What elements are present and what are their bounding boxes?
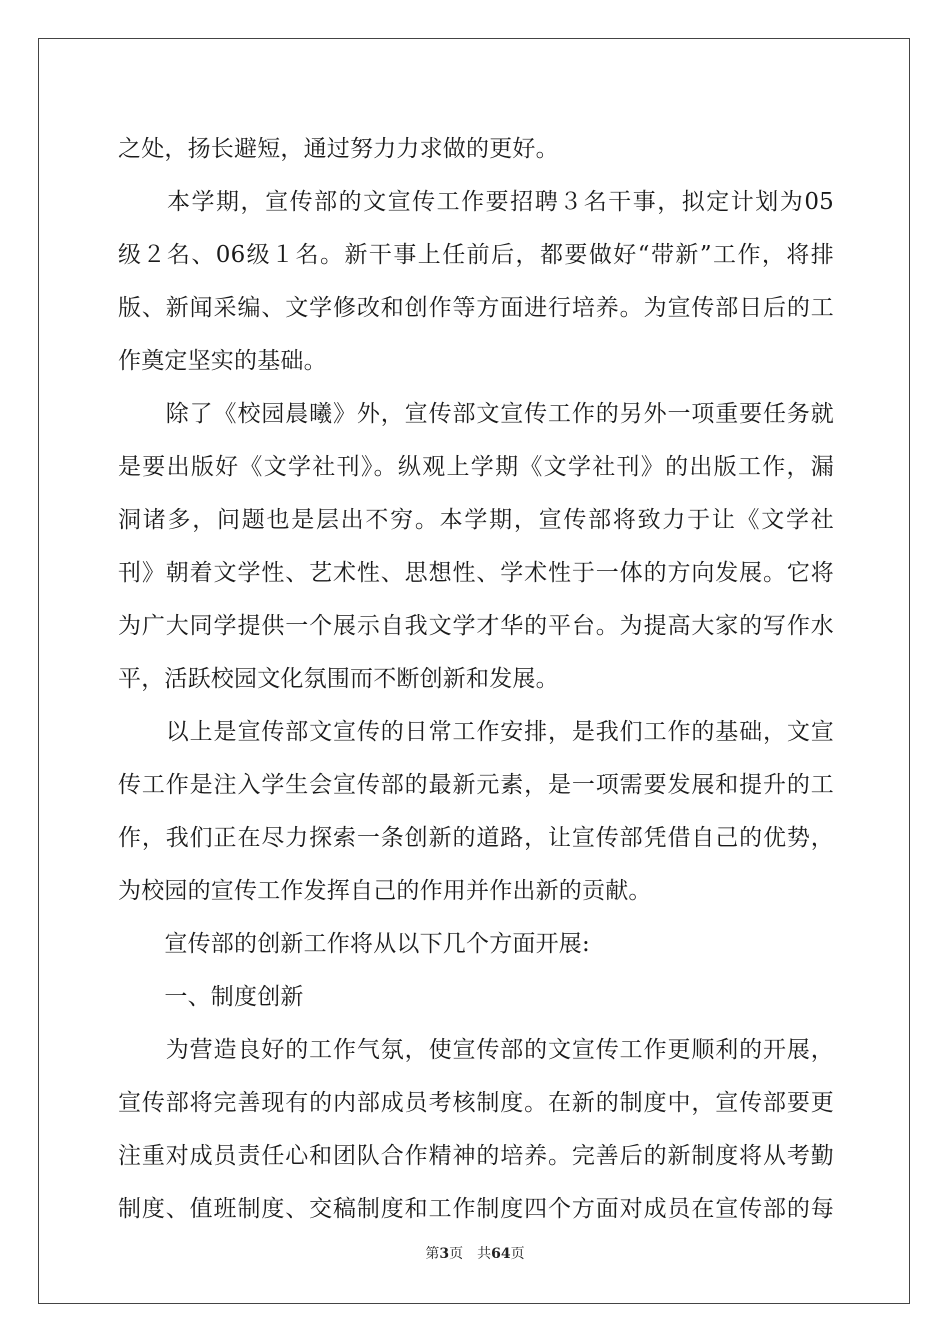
- total-pages: 64: [491, 1246, 511, 1262]
- total-suffix: 页: [510, 1246, 525, 1262]
- text-line: 为校园的宣传工作发挥自己的作用并作出新的贡献。: [118, 878, 652, 904]
- page-suffix: 页: [449, 1246, 464, 1262]
- text-line: 是要出版好《文学社刊》。纵观上学期《文学社刊》的出版工作，漏: [118, 454, 834, 480]
- text-line: 版、新闻采编、文学修改和创作等方面进行培养。为宣传部日后的工: [118, 295, 834, 321]
- text-line: 洞诸多，问题也是层出不穷。本学期，宣传部将致力于让《文学社: [118, 507, 834, 533]
- text-line: 宣传部将完善现有的内部成员考核制度。在新的制度中，宣传部要更: [118, 1090, 834, 1116]
- text-line: 之处，扬长避短，通过努力力求做的更好。: [118, 136, 559, 162]
- text-line: 本学期，宣传部的文宣传工作要招聘３名干事，拟定计划为05: [118, 189, 834, 215]
- page-number: 3: [439, 1246, 450, 1262]
- page-prefix: 第: [425, 1246, 440, 1262]
- text-line: 注重对成员责任心和团队合作精神的培养。完善后的新制度将从考勤: [118, 1143, 834, 1169]
- document-body: [118, 123, 834, 1236]
- text-line: 一、制度创新: [118, 984, 304, 1010]
- total-prefix: 共: [477, 1246, 492, 1262]
- text-line: 为营造良好的工作气氛，使宣传部的文宣传工作更顺利的开展，: [118, 1037, 834, 1063]
- text-line: 以上是宣传部文宣传的日常工作安排，是我们工作的基础，文宣: [118, 719, 834, 745]
- text-line: 制度、值班制度、交稿制度和工作制度四个方面对成员在宣传部的每: [118, 1196, 834, 1222]
- text-line: 级２名、06级１名。新干事上任前后，都要做好“带新”工作，将排: [118, 242, 834, 268]
- text-line: 传工作是注入学生会宣传部的最新元素，是一项需要发展和提升的工: [118, 772, 834, 798]
- text-line: 作，我们正在尽力探索一条创新的道路，让宣传部凭借自己的优势，: [118, 825, 834, 851]
- text-line: 刊》朝着文学性、艺术性、思想性、学术性于一体的方向发展。它将: [118, 560, 834, 586]
- text-line: 宣传部的创新工作将从以下几个方面开展:: [118, 931, 590, 957]
- text-line: 作奠定坚实的基础。: [118, 348, 327, 374]
- text-line: 平，活跃校园文化氛围而不断创新和发展。: [118, 666, 559, 692]
- text-line: 除了《校园晨曦》外，宣传部文宣传工作的另外一项重要任务就: [118, 401, 834, 427]
- text-line: 为广大同学提供一个展示自我文学才华的平台。为提高大家的写作水: [118, 613, 834, 639]
- page-footer: [0, 1244, 950, 1264]
